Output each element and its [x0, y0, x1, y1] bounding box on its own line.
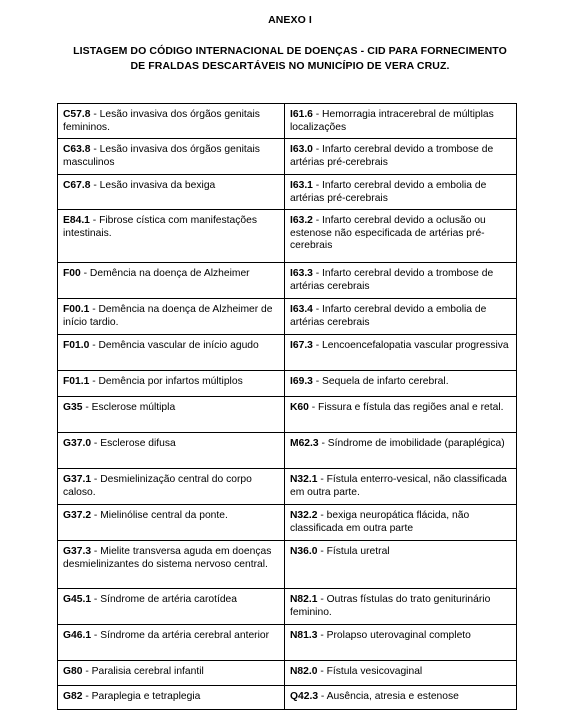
cid-description: - Prolapso uterovaginal completo — [317, 630, 471, 641]
document-heading-line-2: DE FRALDAS DESCARTÁVEIS NO MUNICÍPIO DE VERA CRUZ. — [130, 60, 450, 72]
cid-description: - Lesão invasiva dos órgãos genitais femininos. — [63, 109, 260, 133]
cid-code: G80 — [63, 666, 83, 677]
cid-code: N32.1 — [290, 474, 318, 485]
cid-description: - Infarto cerebral devido a embolia de artérias cerebrais — [290, 304, 487, 328]
table-row — [58, 589, 517, 625]
cid-code: K60 — [290, 402, 309, 413]
cid-cell-right — [285, 541, 517, 589]
cid-description: - Hemorragia intracerebral de múltiplas localizações — [290, 109, 494, 133]
cid-cell-left — [58, 139, 285, 175]
cid-code: E84.1 — [63, 215, 90, 226]
cid-code: N82.0 — [290, 666, 318, 677]
cid-code: Q42.3 — [290, 691, 319, 702]
cid-cell-left — [58, 263, 285, 299]
cid-description: - Síndrome de artéria carotídea — [91, 594, 238, 605]
table-row — [58, 505, 517, 541]
cid-description: - Lesão invasiva dos órgãos genitais masculinos — [63, 144, 260, 168]
table-row — [58, 469, 517, 505]
cid-description: - Paralisia cerebral infantil — [82, 666, 204, 677]
table-row — [58, 541, 517, 589]
cid-description: - Síndrome da artéria cerebral anterior — [91, 630, 270, 641]
cid-code: G35 — [63, 402, 83, 413]
cid-cell-right — [285, 469, 517, 505]
cid-cell-right — [285, 371, 517, 397]
cid-description: - Fissura e fístula das regiões anal e retal. — [308, 402, 504, 413]
cid-description: - Fístula enterro-vesical, não classificada em outra parte. — [290, 474, 507, 498]
cid-cell-left — [58, 541, 285, 589]
cid-cell-right — [285, 210, 517, 263]
cid-description: - Desmielinização central do corpo caloso. — [63, 474, 252, 498]
cid-description: - Fístula uretral — [317, 546, 390, 557]
cid-cell-left — [58, 469, 285, 505]
cid-cell-left — [58, 625, 285, 661]
cid-description: - Mielinólise central da ponte. — [91, 510, 228, 521]
table-row — [58, 139, 517, 175]
cid-code: I63.0 — [290, 144, 313, 155]
cid-code: G37.3 — [63, 546, 92, 557]
cid-description: - Esclerose difusa — [91, 438, 176, 449]
cid-cell-left — [58, 210, 285, 263]
cid-cell-right — [285, 263, 517, 299]
table-row — [58, 371, 517, 397]
table-row — [58, 299, 517, 335]
cid-code: G82 — [63, 691, 83, 702]
cid-code: I63.2 — [290, 215, 313, 226]
cid-cell-right — [285, 589, 517, 625]
cid-code: F00 — [63, 268, 81, 279]
cid-code: G45.1 — [63, 594, 92, 605]
cid-description: - bexiga neuropática flácida, não classificada em outra parte — [290, 510, 470, 534]
cid-code: N82.1 — [290, 594, 318, 605]
cid-cell-right — [285, 175, 517, 210]
cid-description: - Lencoencefalopatia vascular progressiva — [312, 340, 509, 351]
table-row — [58, 175, 517, 210]
cid-table-body — [58, 104, 517, 710]
cid-description: - Infarto cerebral devido a trombose de artérias cerebrais — [290, 268, 494, 292]
cid-cell-right — [285, 433, 517, 469]
cid-cell-right — [285, 335, 517, 371]
cid-cell-left — [58, 686, 285, 710]
cid-code: I67.3 — [290, 340, 313, 351]
cid-cell-right — [285, 139, 517, 175]
cid-cell-right — [285, 397, 517, 433]
document-heading-line-1: LISTAGEM DO CÓDIGO INTERNACIONAL DE DOENÇAS - CID PARA FORNECIMENTO — [73, 45, 507, 57]
table-row — [58, 433, 517, 469]
cid-description: - Infarto cerebral devido a oclusão ou estenose não especificada de artérias pré-cerebrais — [290, 215, 486, 252]
cid-description: - Fibrose cística com manifestações intestinais. — [63, 215, 258, 239]
cid-code: N81.3 — [290, 630, 318, 641]
cid-code: N32.2 — [290, 510, 318, 521]
cid-code: I63.1 — [290, 180, 313, 191]
cid-cell-left — [58, 433, 285, 469]
table-row — [58, 686, 517, 710]
cid-description: - Demência na doença de Alzheimer — [80, 268, 250, 279]
table-row — [58, 335, 517, 371]
cid-description: - Demência na doença de Alzheimer de início tardio. — [63, 304, 273, 328]
cid-cell-right — [285, 505, 517, 541]
cid-description: - Sequela de infarto cerebral. — [312, 376, 449, 387]
cid-cell-left — [58, 371, 285, 397]
cid-cell-right — [285, 661, 517, 686]
table-row — [58, 104, 517, 139]
cid-cell-right — [285, 625, 517, 661]
table-row — [58, 263, 517, 299]
cid-description: - Fístula vesicovaginal — [317, 666, 423, 677]
cid-description: - Demência vascular de início agudo — [89, 340, 259, 351]
cid-code: F01.1 — [63, 376, 90, 387]
cid-code: C67.8 — [63, 180, 91, 191]
table-row — [58, 661, 517, 686]
cid-code: I61.6 — [290, 109, 313, 120]
cid-description: - Lesão invasiva da bexiga — [90, 180, 216, 191]
cid-code: I69.3 — [290, 376, 313, 387]
cid-cell-right — [285, 299, 517, 335]
cid-code: F01.0 — [63, 340, 90, 351]
cid-cell-left — [58, 589, 285, 625]
cid-cell-left — [58, 397, 285, 433]
cid-description: - Esclerose múltipla — [82, 402, 176, 413]
cid-description: - Mielite transversa aguda em doenças desmielinizantes do sistema nervoso central. — [63, 546, 272, 570]
cid-cell-left — [58, 299, 285, 335]
cid-cell-right — [285, 686, 517, 710]
cid-code: G46.1 — [63, 630, 92, 641]
cid-code: N36.0 — [290, 546, 318, 557]
cid-code: M62.3 — [290, 438, 319, 449]
table-row — [58, 397, 517, 433]
cid-code: C57.8 — [63, 109, 91, 120]
cid-cell-left — [58, 505, 285, 541]
cid-description: - Demência por infartos múltiplos — [89, 376, 243, 387]
table-row — [58, 625, 517, 661]
cid-description: - Ausência, atresia e estenose — [318, 691, 459, 702]
cid-code: I63.3 — [290, 268, 313, 279]
cid-description: - Infarto cerebral devido a embolia de artérias pré-cerebrais — [290, 180, 487, 204]
cid-cell-left — [58, 335, 285, 371]
cid-code: G37.1 — [63, 474, 92, 485]
cid-cell-right — [285, 104, 517, 139]
cid-code: F00.1 — [63, 304, 90, 315]
cid-code: G37.0 — [63, 438, 92, 449]
annex-title: ANEXO I — [268, 14, 312, 26]
cid-code: I63.4 — [290, 304, 313, 315]
cid-description: - Paraplegia e tetraplegia — [82, 691, 201, 702]
cid-cell-left — [58, 661, 285, 686]
cid-code: C63.8 — [63, 144, 91, 155]
cid-code-table — [57, 103, 517, 710]
table-row — [58, 210, 517, 263]
cid-description: - Infarto cerebral devido a trombose de artérias pré-cerebrais — [290, 144, 494, 168]
cid-description: - Síndrome de imobilidade (paraplégica) — [318, 438, 505, 449]
cid-cell-left — [58, 175, 285, 210]
cid-cell-left — [58, 104, 285, 139]
cid-description: - Outras fístulas do trato geniturinário feminino. — [290, 594, 491, 618]
cid-code: G37.2 — [63, 510, 92, 521]
